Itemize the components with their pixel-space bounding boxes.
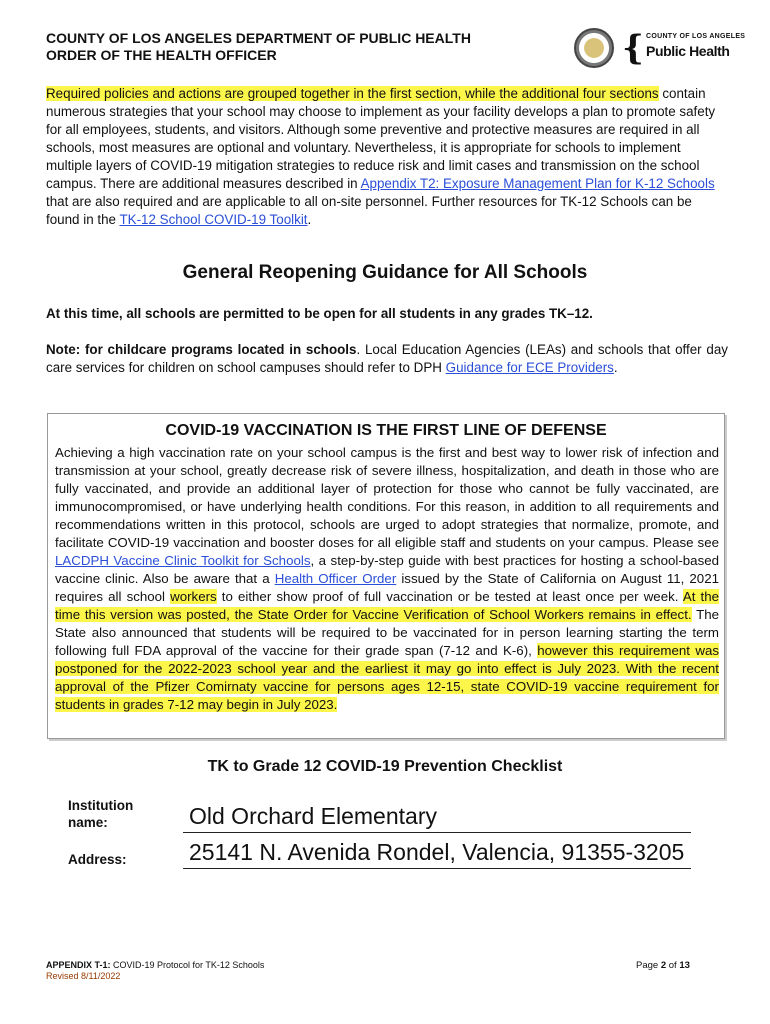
intro-highlight: Required policies and actions are grouped together in the first section, while the additional four sections	[46, 86, 659, 101]
ece-guidance-link[interactable]: Guidance for ECE Providers	[445, 360, 614, 375]
appendix-t2-link[interactable]: Appendix T2: Exposure Management Plan for K-12 Schools	[360, 176, 715, 191]
footer-appendix-bold: APPENDIX T-1:	[46, 960, 111, 970]
childcare-text-1: . Local Education Agencies (LEAs) and schools that offer day care services for children on school campuses should refer to DPH	[46, 342, 728, 375]
logo-county-text: COUNTY OF LOS ANGELES	[646, 33, 746, 40]
vax-text-2: , a step-by-step guide with best practices for hosting a school-based vaccine clinic. Also be aware that a	[55, 553, 720, 586]
vax-highlight-3: however this requirement was postponed for the 2022-2023 school year and the earliest it may go into effect is July 2023. With the recent approval of the Pfizer Comirnaty vaccine for persons ages 12-15, state COVID-19 vaccine requirement for students in grades 7-12 may begin in July 2023.	[55, 643, 720, 712]
address-label: Address:	[68, 852, 127, 867]
intro-text-2: that are also required and are applicable to all on-site personnel. Further resources for TK-12 Schools can be found in the	[46, 194, 692, 227]
vax-text-1: Achieving a high vaccination rate on your school campus is the first and best way to lower risk of infection and transmission at your school, greatly decrease risk of severe illness, hospitalization, and death in those who are fully vaccinated, and provide an additional layer of protection for those who cannot be fully vaccinated, are immunocompromised, or have underlying health conditions. For this reason, in addition to all requirements and recommendations written in this protocol, schools are urged to adopt strategies that normalize, promote, and facilitate COVID-19 vaccination and booster doses for all eligible staff and students on your campus. Please see	[55, 445, 719, 550]
page-of: of	[666, 960, 680, 971]
address-field[interactable]: 25141 N. Avenida Rondel, Valencia, 91355-3205	[183, 838, 691, 869]
header-order: ORDER OF THE HEALTH OFFICER	[46, 47, 277, 63]
childcare-note	[46, 341, 728, 377]
page-word: Page	[636, 960, 661, 971]
institution-name-field[interactable]: Old Orchard Elementary	[183, 802, 691, 833]
grades-note: At this time, all schools are permitted to be open for all students in any grades TK–12.	[46, 306, 593, 321]
vaccination-box	[47, 413, 725, 739]
footer-revised: Revised 8/11/2022	[46, 971, 121, 981]
public-health-logo	[622, 28, 746, 69]
vax-text-4: to either show proof of full vaccination or be tested at least once per week.	[216, 589, 683, 604]
public-health-mark-icon: {	[622, 28, 644, 68]
header-department: COUNTY OF LOS ANGELES DEPARTMENT OF PUBLIC HEALTH	[46, 30, 471, 46]
footer-appendix-text: COVID-19 Protocol for TK-12 Schools	[110, 960, 265, 970]
checklist-title: TK to Grade 12 COVID-19 Prevention Checklist	[207, 758, 563, 775]
header-logos	[570, 26, 746, 74]
page-number	[636, 960, 690, 971]
county-seal-icon	[574, 28, 614, 68]
vax-text-3: issued by the State of California on August 11, 2021 requires all school	[55, 571, 719, 604]
document-header	[46, 30, 471, 64]
intro-text-3: .	[307, 212, 312, 227]
intro-paragraph	[46, 85, 728, 229]
vaccination-box-text	[55, 444, 719, 714]
vaccination-box-title: COVID-19 VACCINATION IS THE FIRST LINE OF DEFENSE	[165, 422, 607, 439]
footer-left	[46, 960, 264, 982]
intro-text-1: contain numerous strategies that your school may choose to implement as your facility develops a plan to promote safety for all employees, students, and visitors. Although some preventive and protective measures are required in all schools, most measures are optional and voluntary. Nevertheless, it is appropriate for schools to implement multiple layers of COVID-19 mitigation strategies to reduce risk and limit cases and transmission on the school campus. There are additional measures described in	[46, 86, 716, 191]
logo-public-health-text: Public Health	[646, 43, 730, 59]
vaccine-clinic-toolkit-link[interactable]: LACDPH Vaccine Clinic Toolkit for Schools	[55, 553, 311, 568]
health-officer-order-link[interactable]: Health Officer Order	[274, 571, 397, 586]
vax-highlight-2: At the time this version was posted, the State Order for Vaccine Verification of School Workers remains in effect.	[55, 589, 719, 622]
section-title: General Reopening Guidance for All Schools	[182, 262, 588, 283]
footer-appendix	[46, 960, 264, 971]
toolkit-link[interactable]: TK-12 School COVID-19 Toolkit	[119, 212, 308, 227]
page-current: 2	[660, 960, 667, 971]
vax-highlight-1: workers	[170, 589, 217, 604]
vax-text-5: The State also announced that students will be required to be vaccinated for in person learning starting the term following full FDA approval of the vaccine for their grade span (7-12 and K-6),	[55, 607, 719, 658]
childcare-text-2: .	[613, 360, 618, 375]
page-total: 13	[679, 960, 690, 971]
childcare-note-bold: Note: for childcare programs located in schools	[46, 342, 357, 357]
institution-name-label: Institution name:	[68, 798, 134, 830]
